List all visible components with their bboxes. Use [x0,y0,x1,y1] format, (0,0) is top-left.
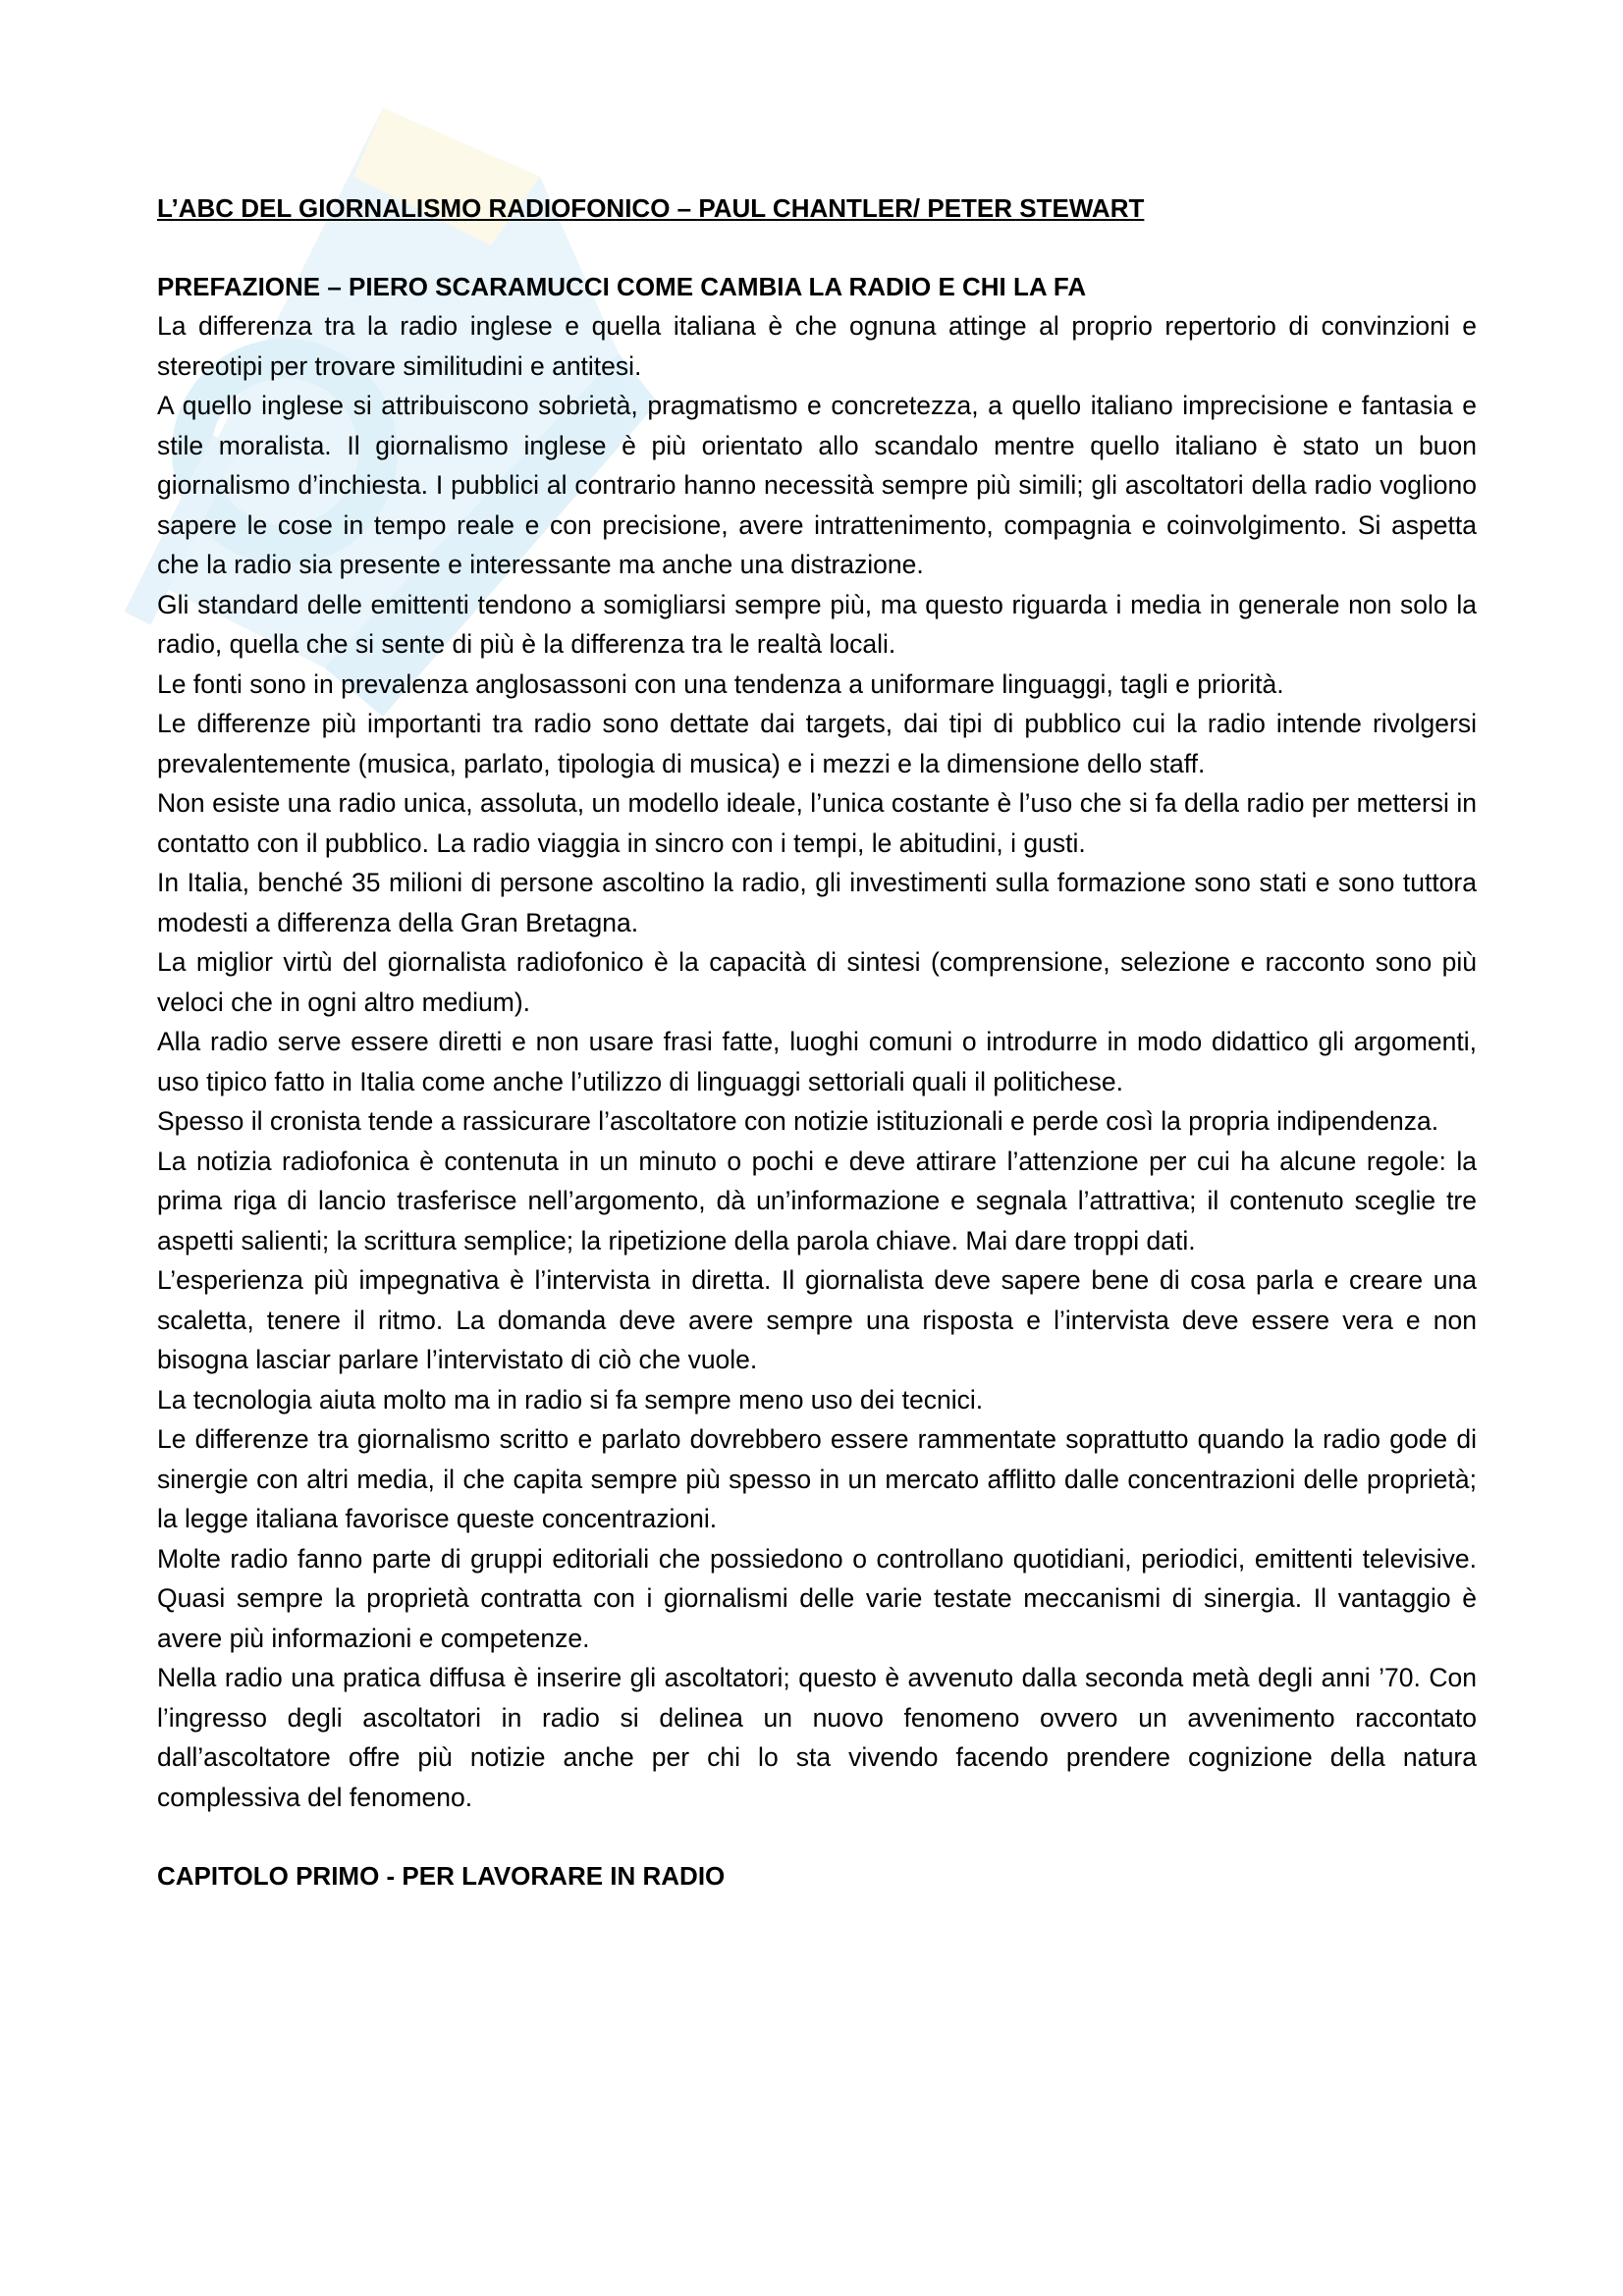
paragraph: Spesso il cronista tende a rassicurare l’ascoltatore con notizie istituzionali e perde così la propria indipendenza. [157,1106,1439,1136]
chapter-heading: CAPITOLO PRIMO - PER LAVORARE IN RADIO [157,1861,726,1891]
paragraph: La miglior virtù del giornalista radiofonico è la capacità di sintesi (comprensione, selezione e racconto sono più veloci che in ogni altro medium). [157,947,1477,1017]
paragraph: Molte radio fanno parte di gruppi editoriali che possiedono o controllano quotidiani, periodici, emittenti televisive. Quasi sempre la proprietà contratta con i giornalismi delle varie testate meccanismi di sinergia. Il vantaggio è avere più informazioni e competenze. [157,1543,1477,1653]
paragraph: Nella radio una pratica diffusa è inserire gli ascoltatori; questo è avvenuto dalla seconda metà degli anni ’70. Con l’ingresso degli ascoltatori in radio si delinea un nuovo fenomeno ovvero un avvenimento raccontato dall’ascoltatore offre più notizie anche per chi lo sta vivendo facendo prendere cognizione della natura complessiva del fenomeno. [157,1663,1477,1812]
paragraph: Le fonti sono in prevalenza anglosassoni con una tendenza a uniformare linguaggi, tagli e priorità. [157,668,1284,699]
document-page [157,188,1477,1896]
paragraph: La notizia radiofonica è contenuta in un minuto o pochi e deve attirare l’attenzione per cui ha alcune regole: la prima riga di lancio trasferisce nell’argomento, dà un’informazione e segnala l’attrattiva; il contenuto sceglie tre aspetti salienti; la scrittura semplice; la ripetizione della parola chiave. Mai dare troppi dati. [157,1146,1477,1255]
document-title: L’ABC DEL GIORNALISMO RADIOFONICO – PAUL CHANTLER/ PETER STEWART [157,193,1145,223]
paragraph: Le differenze più importanti tra radio sono dettate dai targets, dai tipi di pubblico cui la radio intende rivolgersi prevalentemente (musica, parlato, tipologia di musica) e i mezzi e la dimensione dello staff. [157,709,1477,778]
paragraph: Alla radio serve essere diretti e non usare frasi fatte, luoghi comuni o introdurre in modo didattico gli argomenti, uso tipico fatto in Italia come anche l’utilizzo di linguaggi settoriali quali il politichese. [157,1027,1477,1096]
paragraph: L’esperienza più impegnativa è l’intervista in diretta. Il giornalista deve sapere bene di cosa parla e creare una scaletta, tenere il ritmo. La domanda deve avere sempre una risposta e l’intervista deve essere vera e non bisogna lasciar parlare l’intervistato di ciò che vuole. [157,1265,1477,1374]
paragraph: Non esiste una radio unica, assoluta, un modello ideale, l’unica costante è l’uso che si fa della radio per mettersi in contatto con il pubblico. La radio viaggia in sincro con i tempi, le abitudini, i gusti. [157,788,1477,858]
paragraph: La differenza tra la radio inglese e quella italiana è che ognuna attinge al proprio repertorio di convinzioni e stereotipi per trovare similitudini e antitesi. [157,311,1477,381]
paragraph: Gli standard delle emittenti tendono a somigliarsi sempre più, ma questo riguarda i media in generale non solo la radio, quella che si sente di più è la differenza tra le realtà locali. [157,589,1477,659]
paragraph: Le differenze tra giornalismo scritto e parlato dovrebbero essere rammentate soprattutto quando la radio gode di sinergie con altri media, il che capita sempre più spesso in un mercato afflitto dalle concentrazioni delle proprietà; la legge italiana favorisce queste concentrazioni. [157,1424,1477,1533]
paragraph: In Italia, benché 35 milioni di persone ascoltino la radio, gli investimenti sulla formazione sono stati e sono tuttora modesti a differenza della Gran Bretagna. [157,868,1477,937]
preface-heading: PREFAZIONE – PIERO SCARAMUCCI COME CAMBIA LA RADIO E CHI LA FA [157,272,1087,301]
paragraph: A quello inglese si attribuiscono sobrietà, pragmatismo e concretezza, a quello italiano imprecisione e fantasia e stile moralista. Il giornalismo inglese è più orientato allo scandalo mentre quello italiano è stato un buon giornalismo d’inchiesta. I pubblici al contrario hanno necessità sempre più simili; gli ascoltatori della radio vogliono sapere le cose in tempo reale e con precisione, avere intrattenimento, compagnia e coinvolgimento. Si aspetta che la radio sia presente e interessante ma anche una distrazione. [157,391,1477,579]
paragraph: La tecnologia aiuta molto ma in radio si fa sempre meno uso dei tecnici. [157,1384,984,1415]
